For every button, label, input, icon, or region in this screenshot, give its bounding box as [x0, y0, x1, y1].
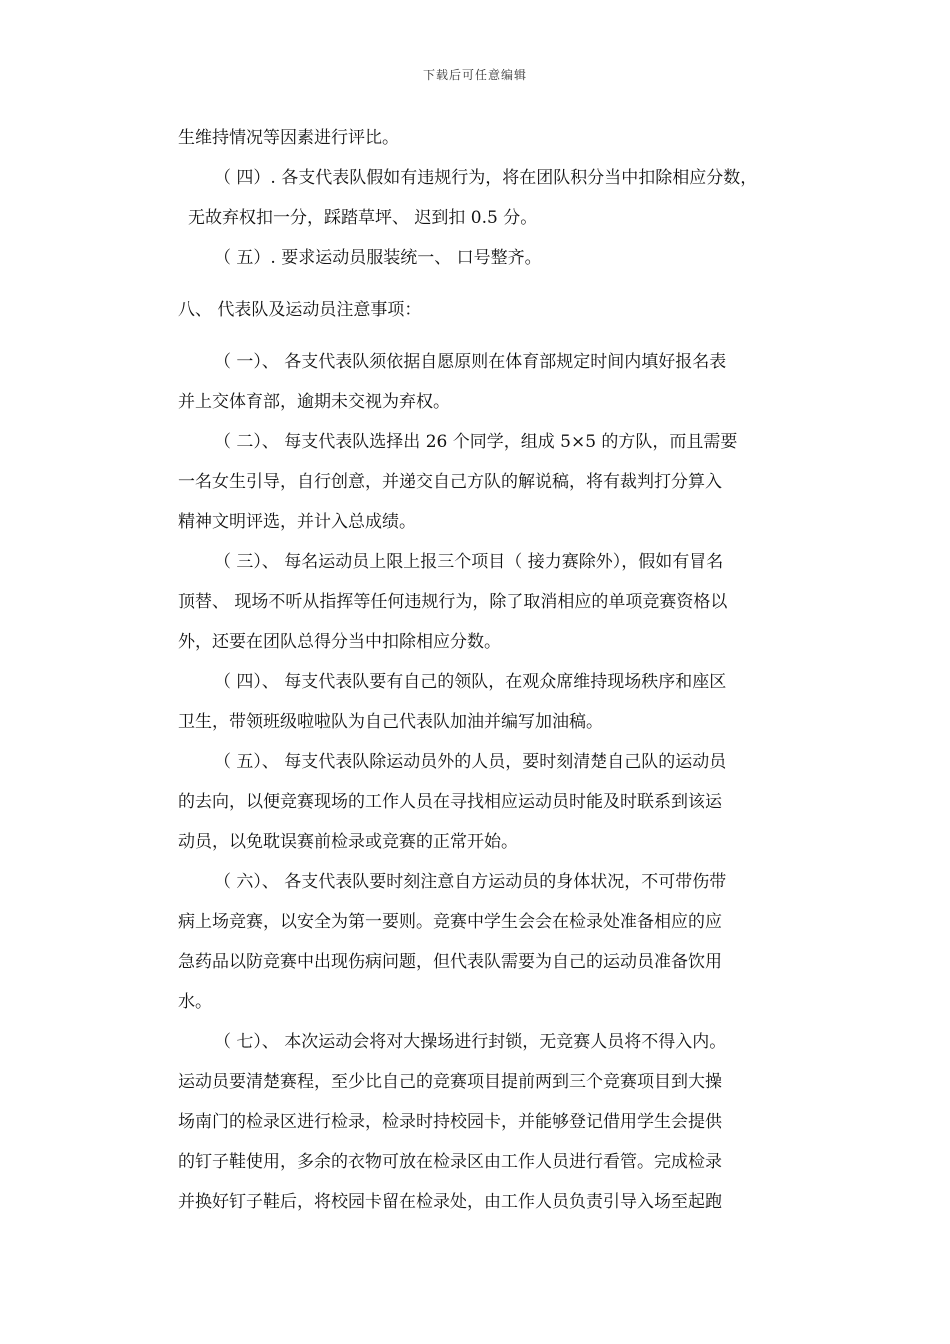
paragraph-line: 卫生，带领班级啦啦队为自己代表队加油并编写加油稿。: [178, 712, 603, 732]
section-heading: 八、 代表队及运动员注意事项：: [178, 300, 422, 320]
document-body: [178, 118, 808, 1222]
paragraph-line: 生维持情况等因素进行评比。: [178, 128, 399, 148]
page-header: 下载后可任意编辑: [422, 68, 527, 82]
paragraph-line: 并换好钉子鞋后，将校园卡留在检录处，由工作人员负责引导入场至起跑: [178, 1192, 722, 1212]
paragraph-line: 精神文明评选，并计入总成绩。: [178, 512, 416, 532]
paragraph-line: 动员，以免耽误赛前检录或竞赛的正常开始。: [178, 832, 518, 852]
paragraph-line: 场南门的检录区进行检录，检录时持校园卡，并能够登记借用学生会提供: [178, 1112, 722, 1132]
paragraph-line: （ 六）、 各支代表队要时刻注意自方运动员的身体状况，不可带伤带: [214, 872, 727, 892]
paragraph-line: 一名女生引导，自行创意，并递交自己方队的解说稿，将有裁判打分算入: [178, 472, 722, 492]
paragraph-line: （ 三）、 每名运动员上限上报三个项目（ 接力赛除外），假如有冒名: [214, 552, 724, 572]
paragraph-line: （ 五）. 要求运动员服装统一、 口号整齐。: [214, 248, 542, 268]
paragraph-line: 外，还要在团队总得分当中扣除相应分数。: [178, 632, 501, 652]
paragraph-line: 水。: [178, 992, 212, 1012]
paragraph-line: 的去向，以便竞赛现场的工作人员在寻找相应运动员时能及时联系到该运: [178, 792, 722, 812]
paragraph-line: 病上场竞赛，以安全为第一要则。竞赛中学生会会在检录处准备相应的应: [178, 912, 722, 932]
paragraph-line: 运动员要清楚赛程，至少比自己的竞赛项目提前两到三个竞赛项目到大操: [178, 1072, 722, 1092]
paragraph-line: 顶替、 现场不听从指挥等任何违规行为，除了取消相应的单项竞赛资格以: [178, 592, 728, 612]
paragraph-line: （ 七）、 本次运动会将对大操场进行封锁，无竞赛人员将不得入内。: [214, 1032, 727, 1052]
paragraph-line: （ 五）、 每支代表队除运动员外的人员，要时刻清楚自己队的运动员: [214, 752, 727, 772]
paragraph-line: （ 四）、 每支代表队要有自己的领队，在观众席维持现场秩序和座区: [214, 672, 727, 692]
paragraph-line: （ 四）. 各支代表队假如有违规行为，将在团队积分当中扣除相应分数，: [214, 168, 758, 188]
paragraph-line: 的钉子鞋使用，多余的衣物可放在检录区由工作人员进行看管。完成检录: [178, 1152, 722, 1172]
paragraph-line: 无故弃权扣一分，踩踏草坪、 迟到扣 0.5 分。: [188, 208, 538, 228]
paragraph-line: （ 一）、 各支代表队须依据自愿原则在体育部规定时间内填好报名表: [214, 352, 727, 372]
paragraph-line: 急药品以防竞赛中出现伤病问题，但代表队需要为自己的运动员准备饮用: [178, 952, 722, 972]
paragraph-line: （ 二）、 每支代表队选择出 26 个同学，组成 5×5 的方队，而且需要: [214, 432, 738, 452]
paragraph-line: 并上交体育部，逾期未交视为弃权。: [178, 392, 450, 412]
